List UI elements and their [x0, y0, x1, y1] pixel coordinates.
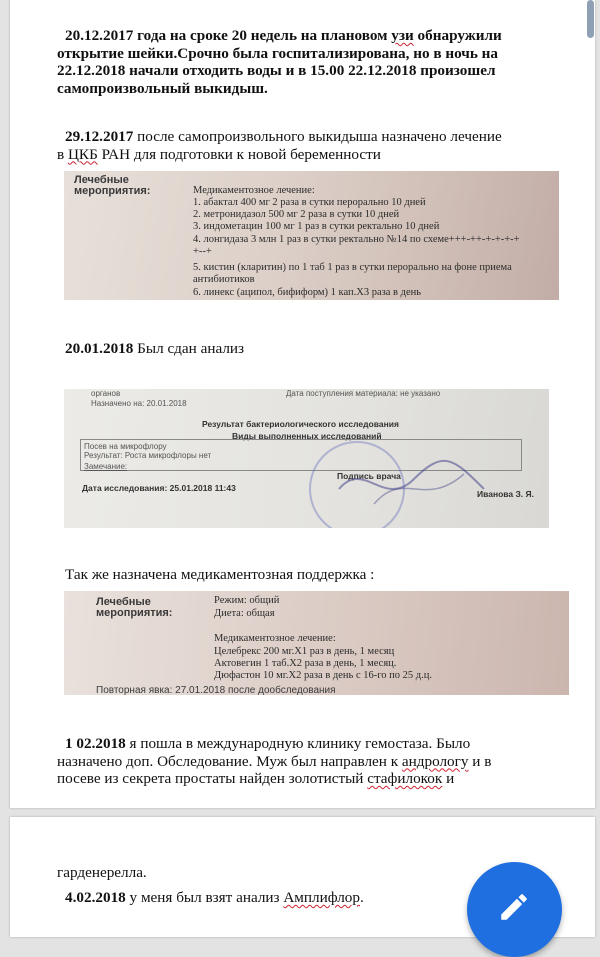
lab-result-photo: органов Дата поступления материала: не указано Назначено на: 20.01.2018 Результат бактериологического исследования Виды выполненных исследований Посев на микрофлору Результат: Роста микрофлоры нет Замечание: Подпись врача Дата исследования: 25.01.2018 11:43 Иванова З. Я.	[64, 389, 549, 528]
scrollbar-thumb[interactable]	[587, 0, 594, 38]
signature-scribble	[334, 449, 494, 519]
link-uzi[interactable]: узи	[391, 27, 414, 44]
paragraph-clinic: 1 02.2018 я пошла в международную клинику гемостаза. Было назначено доп. Обследование. Муж был направлен к андрологу и в посеве из секрета простаты найден золотистый стафилокок и	[57, 735, 492, 787]
link-andrologist[interactable]: андрологу	[401, 752, 469, 770]
prescription-photo-2: Лечебные мероприятия: Режим: общий Диета: общая Медикаментозное лечение: Целебрекс 200 мг.Х1 раз в день, 1 месяц Актовегин 1 таб.Х2 раза в день, 1 месяц. Дюфастон 10 мг.Х2 раза в день с 16-го по 25 д.ц. Повторная явка: 27.01.2018 после дообследования	[64, 591, 569, 695]
link-ckb[interactable]: ЦКБ	[67, 145, 98, 163]
paragraph-support: Так же назначена медикаментозная поддержка :	[65, 566, 375, 583]
paragraph-gardnerella: гарденерелла.	[57, 864, 147, 881]
link-amplifluor[interactable]: Амплифлор	[283, 889, 360, 906]
prescription-photo-1: Лечебные мероприятия: Медикаментозное лечение: 1. абактал 400 мг 2 раза в сутки перорально 10 дней 2. метронидазол 500 мг 2 раза в сутки 10 дней 3. индометацин 100 мг 1 раз в сутки ректально 10 дней 4. лонгидаза 3 млн 1 раз в сутки ректально №14 по схеме+++-++-+-+-+-+ +--+ 5. кистин (кларитин) по 1 таб 1 раз в сутки перорально на фоне приема антибиотиков 6. линекс (аципол, бифиформ) 1 кап.Х3 раза в день	[64, 171, 559, 300]
paragraph-analysis: 20.01.2018 Был сдан анализ	[65, 340, 245, 357]
paragraph-miscarriage: 20.12.2017 года на сроке 20 недель на плановом узи обнаружили открытие шейки.Срочно была госпитализирована, но в ночь на 22.12.2018 начали отходить воды и в 15.00 22.12.2018 произошел самопроизвольный выкидыш.	[57, 27, 502, 97]
link-staphylococcus[interactable]: стафилокок	[367, 770, 443, 787]
paragraph-treatment: 29.12.2017 после самопроизвольного выкидыша назначено лечение в ЦКБ РАН для подготовки к новой беременности	[57, 128, 502, 163]
pencil-icon	[497, 890, 531, 924]
paragraph-amplifluor: 4.02.2018 у меня был взят анализ Амплифлор.	[65, 889, 364, 906]
edit-fab-button[interactable]	[467, 862, 562, 957]
